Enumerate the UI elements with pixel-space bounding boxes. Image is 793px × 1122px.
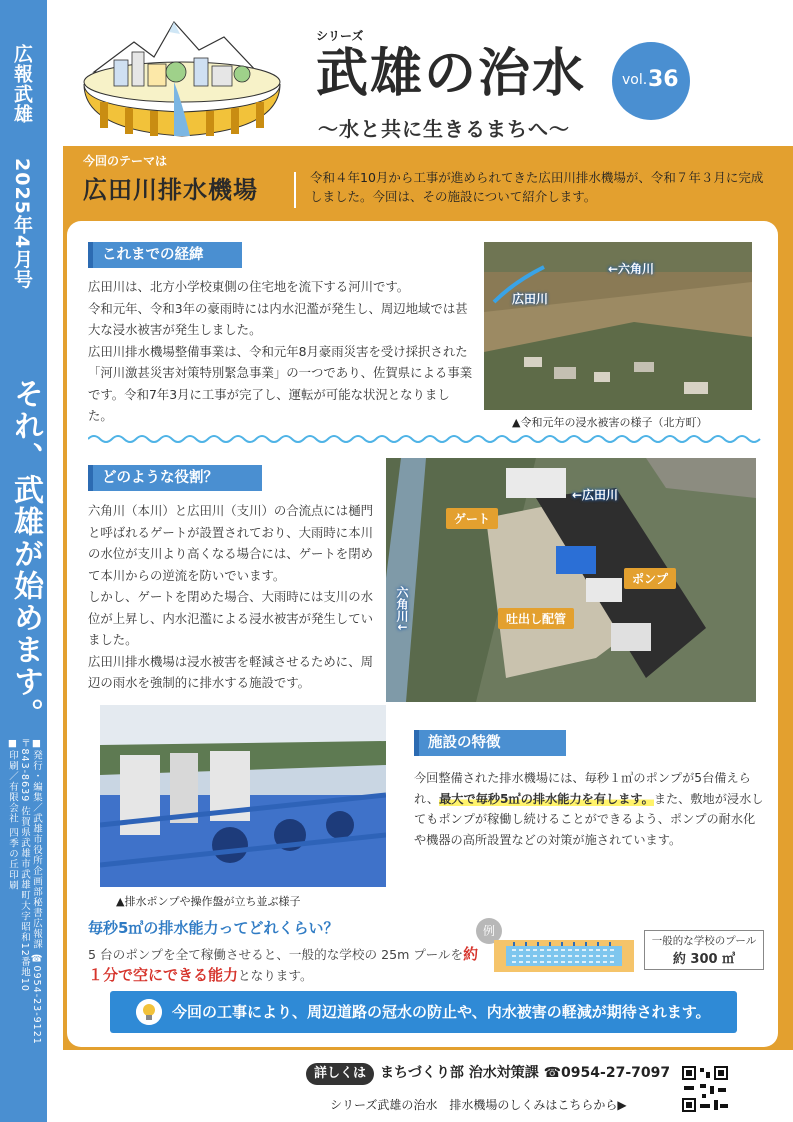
publisher-info	[6, 738, 42, 1045]
pool-label-box	[644, 930, 764, 970]
rokkaku-river-tag: ←六角川	[608, 262, 655, 276]
flood-photo-caption: ▲令和元年の浸水被害の様子（北方町）	[512, 416, 708, 429]
discharge-pipe-tag: 吐出し配管	[498, 608, 574, 629]
publisher-line-1: ■発行・編集／武雄市役所企画部秘書広報課 ☎0954-23-9121	[31, 738, 42, 1045]
pool-illustration	[484, 932, 644, 978]
series-label: シリーズ	[316, 29, 364, 43]
summary-banner	[110, 991, 737, 1033]
gate-tag: ゲート	[446, 508, 498, 529]
role-paragraph: 広田川排水機場は浸水被害を軽減させるために、周辺の雨水を強制的に排水する施設です。	[88, 653, 373, 690]
capacity-text-start: 5 台のポンプを全て稼働させると、一般的な学校の 25m プールを	[88, 947, 464, 962]
contact-info	[306, 1062, 670, 1084]
printer-info: ■印刷／有限会社 四季の丘印刷	[7, 738, 18, 891]
contact-text: まちづくり部 治水対策課 ☎0954-27-7097	[380, 1065, 671, 1081]
pool-volume: 約 300 ㎥	[672, 952, 736, 967]
role-text	[88, 500, 376, 694]
volume-number: 36	[648, 67, 679, 92]
role-paragraph: 六角川（本川）と広田川（支川）の合流点には樋門と呼ばれるゲートが設置されており、大雨時に本川の水位が支川より高くなる場合には、ゲートを閉めて本川からの逆流を防いでいます。	[88, 503, 373, 583]
history-heading: これまでの経緯	[88, 242, 242, 268]
history-paragraph: 広田川は、北方小学校東側の住宅地を流下する河川です。	[88, 279, 410, 294]
qr-note: シリーズ武雄の治水 排水機場のしくみはこちらから▶	[330, 1098, 627, 1112]
pool-example	[476, 918, 766, 980]
wave-divider	[88, 432, 764, 446]
theme-label: 今回のテーマは	[83, 154, 168, 168]
features-highlight: 最大で毎秒5㎥の排水能力を有します。	[439, 791, 654, 806]
qr-code-icon[interactable]	[680, 1064, 730, 1114]
role-paragraph: しかし、ゲートを閉めた場合、大雨時には支川の水位が上昇し、内水氾濫による浸水被害が発生していました。	[88, 589, 373, 647]
issue-date: 2025年4月号	[11, 158, 33, 290]
features-text	[414, 768, 764, 850]
features-text-end: また、敷地が浸水してもポンプが稼働し続けることができるよう、ポンプの耐水化や機器の高所設置などの対策が施されています。	[414, 791, 764, 847]
capacity-question-title: 毎秒5㎥の排水能力ってどれくらい？	[88, 919, 339, 937]
pump-photo-caption: ▲排水ポンプや操作盤が立ち並ぶ様子	[116, 895, 301, 908]
theme-divider	[294, 172, 296, 208]
lightbulb-icon	[136, 999, 162, 1025]
capacity-question-text	[88, 944, 488, 986]
slogan: それ、武雄が始めます。	[8, 378, 43, 730]
capacity-emphasis: 約１分で空にできる能力	[88, 945, 479, 984]
magazine-name: 広報武雄	[11, 44, 33, 124]
theme-description: 令和４年10月から工事が進められてきた広田川排水機場が、令和７年３月に完成しました。今回は、その施設について紹介します。	[310, 170, 764, 204]
volume-badge	[612, 42, 690, 120]
features-heading: 施設の特徴	[414, 730, 566, 756]
example-badge: 例	[476, 918, 502, 944]
features-text-start: 今回整備された排水機場には、毎秒１㎥のポンプが5台備えられ、	[414, 771, 751, 806]
flood-photo	[484, 242, 752, 410]
page-title: 武雄の治水	[316, 44, 587, 104]
pool-label: 一般的な学校のプール	[651, 935, 757, 947]
role-heading: どのような役割？	[88, 465, 262, 491]
rokkaku-river-tag: 六角川↓	[395, 586, 409, 633]
theme-title: 広田川排水機場	[83, 176, 258, 204]
series-logo-illustration	[74, 12, 292, 144]
summary-banner-text: 今回の工事により、周辺道路の冠水の防止や、内水被害の軽減が期待されます。	[172, 1003, 711, 1021]
history-text	[88, 276, 473, 427]
pump-tag: ポンプ	[624, 568, 676, 589]
history-paragraph: 令和元年、令和3年の豪雨時には内水氾濫が発生し、周辺地域では甚大な浸水被害が発生しました。	[88, 300, 468, 337]
pump-equipment-photo	[100, 705, 386, 887]
page-subtitle: ～水と共に生きるまちへ～	[318, 117, 570, 141]
publisher-line-2: 〒843-8639 佐賀県武雄市武雄町大字昭和12番地10	[19, 738, 30, 992]
hirota-river-tag: ←広田川	[572, 488, 619, 502]
pump-station-aerial-photo	[386, 458, 756, 702]
history-paragraph: 広田川排水機場整備事業は、令和元年8月豪雨災害を受け採択された「河川激甚災害対策特別緊急事業」の一つであり、佐賀県による事業です。令和7年3月に工事が完了し、運転が可能な状況となりました。	[88, 343, 473, 423]
contact-pill: 詳しくは	[306, 1063, 374, 1085]
capacity-text-end: となります。	[238, 968, 313, 983]
hirota-river-tag: 広田川	[512, 292, 549, 306]
volume-label: vol.	[622, 72, 648, 88]
